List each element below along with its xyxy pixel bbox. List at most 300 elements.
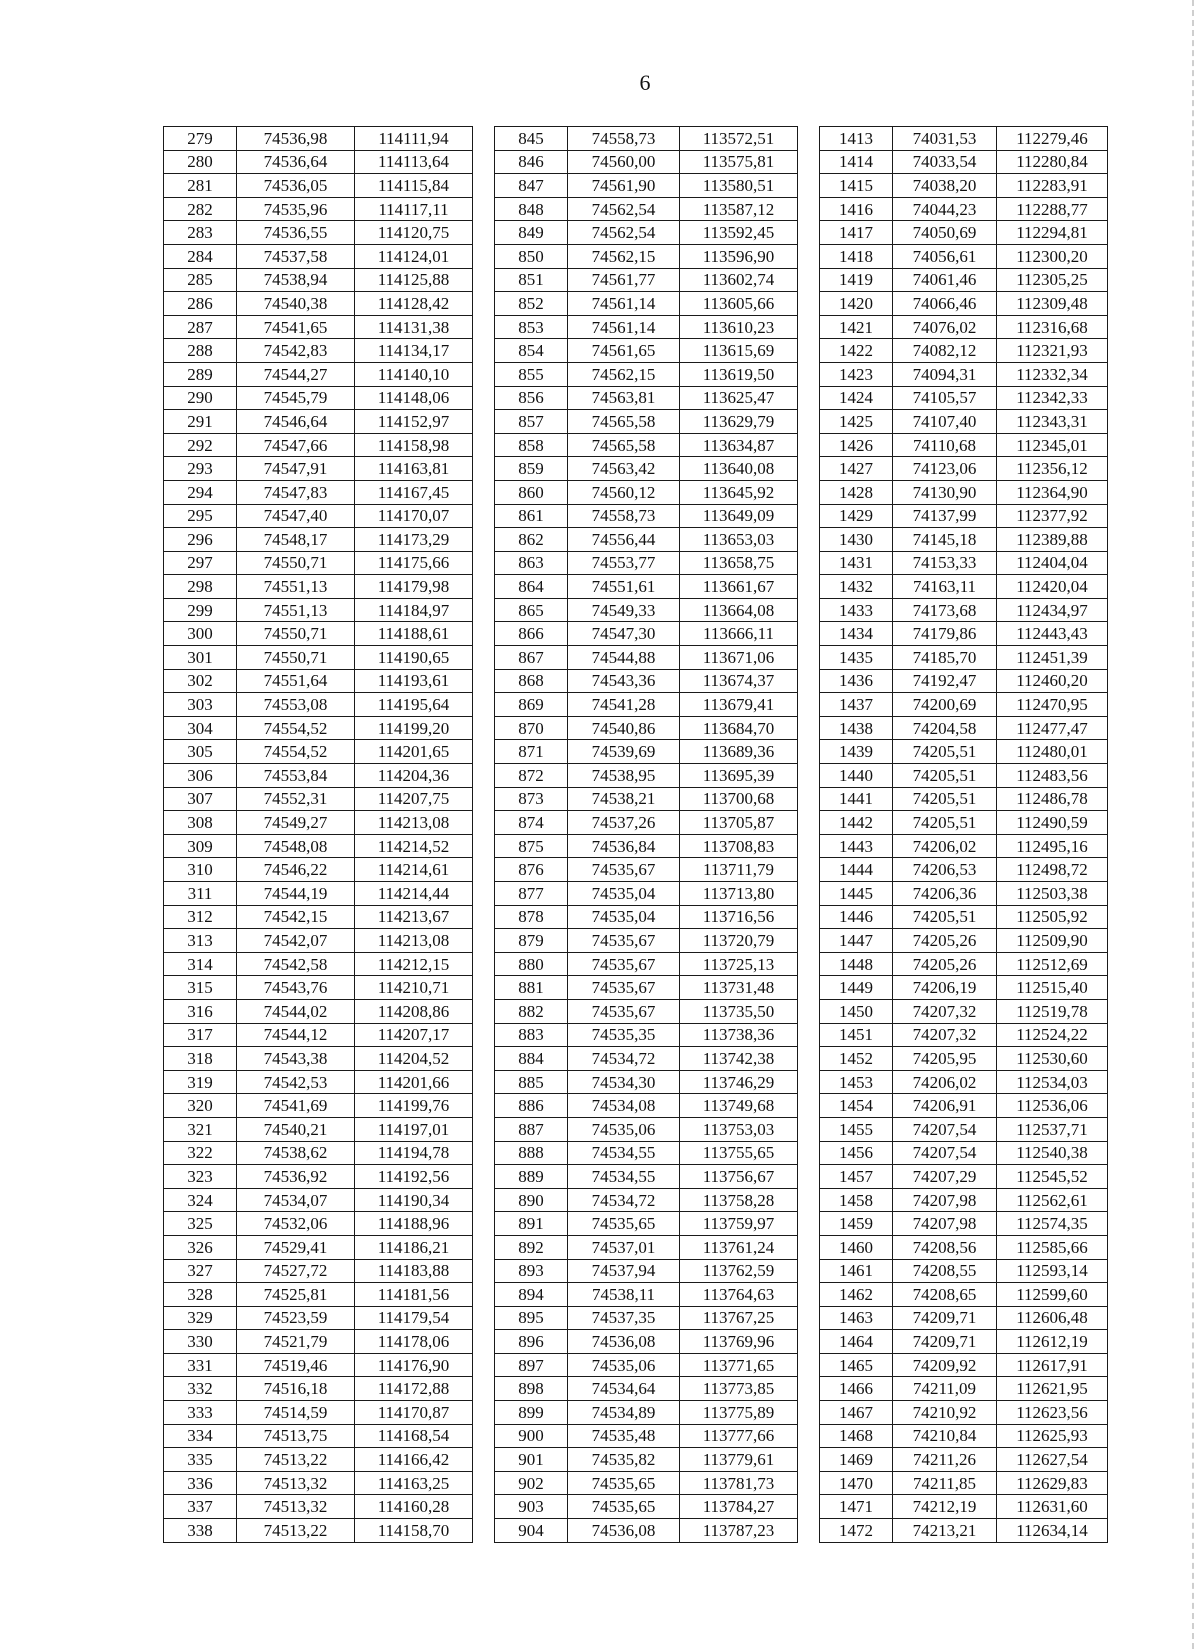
y-coordinate-cell: 113746,29 — [680, 1070, 798, 1094]
point-number-cell: 899 — [495, 1401, 568, 1425]
table-row — [164, 740, 1108, 764]
point-number-cell: 891 — [495, 1212, 568, 1236]
y-coordinate-cell: 112343,31 — [997, 410, 1108, 434]
x-coordinate-cell: 74536,08 — [568, 1519, 680, 1543]
y-coordinate-cell: 112540,38 — [997, 1141, 1108, 1165]
column-gap — [473, 127, 495, 151]
y-coordinate-cell: 114181,56 — [355, 1283, 473, 1307]
x-coordinate-cell: 74547,66 — [237, 433, 355, 457]
x-coordinate-cell: 74050,69 — [893, 221, 997, 245]
x-coordinate-cell: 74535,82 — [568, 1448, 680, 1472]
x-coordinate-cell: 74525,81 — [237, 1283, 355, 1307]
y-coordinate-cell: 114192,56 — [355, 1165, 473, 1189]
point-number-cell: 295 — [164, 504, 237, 528]
point-number-cell: 860 — [495, 480, 568, 504]
y-coordinate-cell: 114173,29 — [355, 528, 473, 552]
table-row — [164, 622, 1108, 646]
x-coordinate-cell: 74535,35 — [568, 1023, 680, 1047]
y-coordinate-cell: 113640,08 — [680, 457, 798, 481]
column-gap — [473, 716, 495, 740]
x-coordinate-cell: 74031,53 — [893, 127, 997, 151]
x-coordinate-cell: 74546,22 — [237, 858, 355, 882]
column-gap — [473, 646, 495, 670]
x-coordinate-cell: 74554,52 — [237, 740, 355, 764]
y-coordinate-cell: 114199,20 — [355, 716, 473, 740]
y-coordinate-cell: 113592,45 — [680, 221, 798, 245]
column-gap — [473, 1188, 495, 1212]
table-row — [164, 1519, 1108, 1543]
y-coordinate-cell: 114188,61 — [355, 622, 473, 646]
y-coordinate-cell: 113753,03 — [680, 1117, 798, 1141]
column-gap — [798, 197, 820, 221]
column-gap — [798, 1330, 820, 1354]
y-coordinate-cell: 112537,71 — [997, 1117, 1108, 1141]
column-gap — [473, 1401, 495, 1425]
y-coordinate-cell: 113572,51 — [680, 127, 798, 151]
y-coordinate-cell: 114128,42 — [355, 292, 473, 316]
point-number-cell: 880 — [495, 952, 568, 976]
point-number-cell: 881 — [495, 976, 568, 1000]
point-number-cell: 337 — [164, 1495, 237, 1519]
point-number-cell: 870 — [495, 716, 568, 740]
x-coordinate-cell: 74535,67 — [568, 858, 680, 882]
y-coordinate-cell: 113713,80 — [680, 882, 798, 906]
column-gap — [473, 1471, 495, 1495]
point-number-cell: 854 — [495, 339, 568, 363]
column-gap — [798, 268, 820, 292]
y-coordinate-cell: 113764,63 — [680, 1283, 798, 1307]
y-coordinate-cell: 113679,41 — [680, 693, 798, 717]
point-number-cell: 332 — [164, 1377, 237, 1401]
x-coordinate-cell: 74163,11 — [893, 575, 997, 599]
point-number-cell: 293 — [164, 457, 237, 481]
x-coordinate-cell: 74553,08 — [237, 693, 355, 717]
x-coordinate-cell: 74536,55 — [237, 221, 355, 245]
point-number-cell: 865 — [495, 598, 568, 622]
x-coordinate-cell: 74110,68 — [893, 433, 997, 457]
column-gap — [798, 905, 820, 929]
x-coordinate-cell: 74543,36 — [568, 669, 680, 693]
x-coordinate-cell: 74547,40 — [237, 504, 355, 528]
point-number-cell: 1441 — [820, 787, 893, 811]
y-coordinate-cell: 114183,88 — [355, 1259, 473, 1283]
x-coordinate-cell: 74205,95 — [893, 1047, 997, 1071]
point-number-cell: 900 — [495, 1424, 568, 1448]
x-coordinate-cell: 74544,19 — [237, 882, 355, 906]
x-coordinate-cell: 74208,56 — [893, 1235, 997, 1259]
point-number-cell: 305 — [164, 740, 237, 764]
x-coordinate-cell: 74541,65 — [237, 315, 355, 339]
y-coordinate-cell: 112534,03 — [997, 1070, 1108, 1094]
y-coordinate-cell: 113708,83 — [680, 834, 798, 858]
x-coordinate-cell: 74206,91 — [893, 1094, 997, 1118]
column-gap — [473, 740, 495, 764]
table-row — [164, 480, 1108, 504]
x-coordinate-cell: 74516,18 — [237, 1377, 355, 1401]
y-coordinate-cell: 113777,66 — [680, 1424, 798, 1448]
y-coordinate-cell: 112631,60 — [997, 1495, 1108, 1519]
table-row — [164, 1330, 1108, 1354]
column-gap — [473, 1495, 495, 1519]
x-coordinate-cell: 74210,92 — [893, 1401, 997, 1425]
table-row — [164, 292, 1108, 316]
point-number-cell: 318 — [164, 1047, 237, 1071]
point-number-cell: 846 — [495, 150, 568, 174]
x-coordinate-cell: 74066,46 — [893, 292, 997, 316]
x-coordinate-cell: 74207,98 — [893, 1188, 997, 1212]
point-number-cell: 313 — [164, 929, 237, 953]
column-gap — [798, 1212, 820, 1236]
x-coordinate-cell: 74205,26 — [893, 952, 997, 976]
table-row — [164, 410, 1108, 434]
y-coordinate-cell: 112356,12 — [997, 457, 1108, 481]
x-coordinate-cell: 74513,75 — [237, 1424, 355, 1448]
table-row — [164, 197, 1108, 221]
table-row — [164, 1401, 1108, 1425]
column-gap — [798, 1070, 820, 1094]
x-coordinate-cell: 74206,53 — [893, 858, 997, 882]
column-gap — [798, 882, 820, 906]
x-coordinate-cell: 74556,44 — [568, 528, 680, 552]
x-coordinate-cell: 74179,86 — [893, 622, 997, 646]
y-coordinate-cell: 112345,01 — [997, 433, 1108, 457]
column-gap — [798, 433, 820, 457]
y-coordinate-cell: 114178,06 — [355, 1330, 473, 1354]
x-coordinate-cell: 74513,32 — [237, 1495, 355, 1519]
y-coordinate-cell: 114188,96 — [355, 1212, 473, 1236]
x-coordinate-cell: 74523,59 — [237, 1306, 355, 1330]
x-coordinate-cell: 74209,92 — [893, 1353, 997, 1377]
point-number-cell: 333 — [164, 1401, 237, 1425]
y-coordinate-cell: 113762,59 — [680, 1259, 798, 1283]
y-coordinate-cell: 112585,66 — [997, 1235, 1108, 1259]
y-coordinate-cell: 114148,06 — [355, 386, 473, 410]
x-coordinate-cell: 74560,00 — [568, 150, 680, 174]
y-coordinate-cell: 114166,42 — [355, 1448, 473, 1472]
x-coordinate-cell: 74549,33 — [568, 598, 680, 622]
y-coordinate-cell: 113645,92 — [680, 480, 798, 504]
scan-edge — [1192, 0, 1200, 1649]
x-coordinate-cell: 74061,46 — [893, 268, 997, 292]
y-coordinate-cell: 112321,93 — [997, 339, 1108, 363]
y-coordinate-cell: 114140,10 — [355, 362, 473, 386]
y-coordinate-cell: 113771,65 — [680, 1353, 798, 1377]
y-coordinate-cell: 112509,90 — [997, 929, 1108, 953]
point-number-cell: 1468 — [820, 1424, 893, 1448]
x-coordinate-cell: 74205,51 — [893, 787, 997, 811]
y-coordinate-cell: 112498,72 — [997, 858, 1108, 882]
x-coordinate-cell: 74537,58 — [237, 244, 355, 268]
column-gap — [473, 598, 495, 622]
x-coordinate-cell: 74200,69 — [893, 693, 997, 717]
point-number-cell: 294 — [164, 480, 237, 504]
column-gap — [473, 764, 495, 788]
y-coordinate-cell: 113716,56 — [680, 905, 798, 929]
point-number-cell: 338 — [164, 1519, 237, 1543]
column-gap — [473, 811, 495, 835]
point-number-cell: 314 — [164, 952, 237, 976]
x-coordinate-cell: 74543,38 — [237, 1047, 355, 1071]
y-coordinate-cell: 113758,28 — [680, 1188, 798, 1212]
y-coordinate-cell: 114179,54 — [355, 1306, 473, 1330]
y-coordinate-cell: 114170,87 — [355, 1401, 473, 1425]
x-coordinate-cell: 74562,54 — [568, 197, 680, 221]
point-number-cell: 319 — [164, 1070, 237, 1094]
point-number-cell: 1454 — [820, 1094, 893, 1118]
point-number-cell: 335 — [164, 1448, 237, 1472]
table-row — [164, 764, 1108, 788]
point-number-cell: 330 — [164, 1330, 237, 1354]
point-number-cell: 896 — [495, 1330, 568, 1354]
x-coordinate-cell: 74537,26 — [568, 811, 680, 835]
column-gap — [473, 905, 495, 929]
x-coordinate-cell: 74206,36 — [893, 882, 997, 906]
table-row — [164, 858, 1108, 882]
y-coordinate-cell: 113755,65 — [680, 1141, 798, 1165]
point-number-cell: 1455 — [820, 1117, 893, 1141]
table-row — [164, 669, 1108, 693]
x-coordinate-cell: 74544,27 — [237, 362, 355, 386]
y-coordinate-cell: 113781,73 — [680, 1471, 798, 1495]
point-number-cell: 1472 — [820, 1519, 893, 1543]
x-coordinate-cell: 74538,21 — [568, 787, 680, 811]
column-gap — [798, 1401, 820, 1425]
column-gap — [798, 999, 820, 1023]
x-coordinate-cell: 74563,42 — [568, 457, 680, 481]
column-gap — [798, 362, 820, 386]
point-number-cell: 886 — [495, 1094, 568, 1118]
y-coordinate-cell: 112434,97 — [997, 598, 1108, 622]
column-gap — [473, 292, 495, 316]
point-number-cell: 323 — [164, 1165, 237, 1189]
column-gap — [798, 764, 820, 788]
column-gap — [798, 1023, 820, 1047]
x-coordinate-cell: 74535,04 — [568, 905, 680, 929]
x-coordinate-cell: 74551,13 — [237, 598, 355, 622]
column-gap — [798, 386, 820, 410]
point-number-cell: 311 — [164, 882, 237, 906]
y-coordinate-cell: 114179,98 — [355, 575, 473, 599]
point-number-cell: 852 — [495, 292, 568, 316]
column-gap — [798, 127, 820, 151]
point-number-cell: 284 — [164, 244, 237, 268]
y-coordinate-cell: 113634,87 — [680, 433, 798, 457]
point-number-cell: 853 — [495, 315, 568, 339]
column-gap — [473, 551, 495, 575]
column-gap — [473, 1330, 495, 1354]
x-coordinate-cell: 74544,12 — [237, 1023, 355, 1047]
y-coordinate-cell: 114117,11 — [355, 197, 473, 221]
x-coordinate-cell: 74205,51 — [893, 740, 997, 764]
point-number-cell: 1424 — [820, 386, 893, 410]
y-coordinate-cell: 113725,13 — [680, 952, 798, 976]
y-coordinate-cell: 112574,35 — [997, 1212, 1108, 1236]
y-coordinate-cell: 112316,68 — [997, 315, 1108, 339]
y-coordinate-cell: 112486,78 — [997, 787, 1108, 811]
x-coordinate-cell: 74551,64 — [237, 669, 355, 693]
y-coordinate-cell: 112283,91 — [997, 174, 1108, 198]
x-coordinate-cell: 74537,35 — [568, 1306, 680, 1330]
point-number-cell: 882 — [495, 999, 568, 1023]
point-number-cell: 280 — [164, 150, 237, 174]
y-coordinate-cell: 114201,65 — [355, 740, 473, 764]
x-coordinate-cell: 74563,81 — [568, 386, 680, 410]
y-coordinate-cell: 114204,52 — [355, 1047, 473, 1071]
column-gap — [473, 882, 495, 906]
x-coordinate-cell: 74536,08 — [568, 1330, 680, 1354]
table-row — [164, 244, 1108, 268]
x-coordinate-cell: 74553,84 — [237, 764, 355, 788]
point-number-cell: 1449 — [820, 976, 893, 1000]
y-coordinate-cell: 113671,06 — [680, 646, 798, 670]
column-gap — [473, 433, 495, 457]
y-coordinate-cell: 113674,37 — [680, 669, 798, 693]
point-number-cell: 1414 — [820, 150, 893, 174]
x-coordinate-cell: 74535,67 — [568, 976, 680, 1000]
y-coordinate-cell: 114124,01 — [355, 244, 473, 268]
point-number-cell: 310 — [164, 858, 237, 882]
y-coordinate-cell: 113615,69 — [680, 339, 798, 363]
y-coordinate-cell: 113705,87 — [680, 811, 798, 835]
point-number-cell: 861 — [495, 504, 568, 528]
column-gap — [473, 244, 495, 268]
column-gap — [798, 646, 820, 670]
table-row — [164, 268, 1108, 292]
y-coordinate-cell: 113580,51 — [680, 174, 798, 198]
x-coordinate-cell: 74562,15 — [568, 362, 680, 386]
x-coordinate-cell: 74547,91 — [237, 457, 355, 481]
x-coordinate-cell: 74076,02 — [893, 315, 997, 339]
point-number-cell: 292 — [164, 433, 237, 457]
point-number-cell: 878 — [495, 905, 568, 929]
point-number-cell: 894 — [495, 1283, 568, 1307]
y-coordinate-cell: 113664,08 — [680, 598, 798, 622]
point-number-cell: 1413 — [820, 127, 893, 151]
column-gap — [798, 858, 820, 882]
x-coordinate-cell: 74544,02 — [237, 999, 355, 1023]
x-coordinate-cell: 74094,31 — [893, 362, 997, 386]
point-number-cell: 1423 — [820, 362, 893, 386]
y-coordinate-cell: 114214,61 — [355, 858, 473, 882]
x-coordinate-cell: 74561,14 — [568, 315, 680, 339]
column-gap — [798, 1353, 820, 1377]
table-row — [164, 834, 1108, 858]
y-coordinate-cell: 113738,36 — [680, 1023, 798, 1047]
x-coordinate-cell: 74558,73 — [568, 504, 680, 528]
point-number-cell: 884 — [495, 1047, 568, 1071]
y-coordinate-cell: 114207,75 — [355, 787, 473, 811]
column-gap — [473, 858, 495, 882]
point-number-cell: 893 — [495, 1259, 568, 1283]
x-coordinate-cell: 74538,94 — [237, 268, 355, 292]
point-number-cell: 879 — [495, 929, 568, 953]
point-number-cell: 302 — [164, 669, 237, 693]
column-gap — [473, 386, 495, 410]
column-gap — [473, 480, 495, 504]
point-number-cell: 1451 — [820, 1023, 893, 1047]
y-coordinate-cell: 112599,60 — [997, 1283, 1108, 1307]
point-number-cell: 862 — [495, 528, 568, 552]
point-number-cell: 1466 — [820, 1377, 893, 1401]
column-gap — [798, 575, 820, 599]
column-gap — [798, 1047, 820, 1071]
point-number-cell: 317 — [164, 1023, 237, 1047]
point-number-cell: 898 — [495, 1377, 568, 1401]
point-number-cell: 1430 — [820, 528, 893, 552]
point-number-cell: 1467 — [820, 1401, 893, 1425]
point-number-cell: 903 — [495, 1495, 568, 1519]
x-coordinate-cell: 74534,64 — [568, 1377, 680, 1401]
point-number-cell: 329 — [164, 1306, 237, 1330]
y-coordinate-cell: 114186,21 — [355, 1235, 473, 1259]
point-number-cell: 859 — [495, 457, 568, 481]
table-row — [164, 221, 1108, 245]
point-number-cell: 1425 — [820, 410, 893, 434]
x-coordinate-cell: 74033,54 — [893, 150, 997, 174]
x-coordinate-cell: 74540,86 — [568, 716, 680, 740]
y-coordinate-cell: 113653,03 — [680, 528, 798, 552]
x-coordinate-cell: 74207,32 — [893, 1023, 997, 1047]
point-number-cell: 301 — [164, 646, 237, 670]
x-coordinate-cell: 74038,20 — [893, 174, 997, 198]
column-gap — [473, 339, 495, 363]
column-gap — [473, 834, 495, 858]
point-number-cell: 1448 — [820, 952, 893, 976]
point-number-cell: 883 — [495, 1023, 568, 1047]
column-gap — [473, 1353, 495, 1377]
point-number-cell: 848 — [495, 197, 568, 221]
table-row — [164, 575, 1108, 599]
point-number-cell: 867 — [495, 646, 568, 670]
column-gap — [473, 1259, 495, 1283]
y-coordinate-cell: 114152,97 — [355, 410, 473, 434]
column-gap — [473, 1212, 495, 1236]
column-gap — [798, 292, 820, 316]
column-gap — [798, 811, 820, 835]
y-coordinate-cell: 113649,09 — [680, 504, 798, 528]
column-gap — [798, 1519, 820, 1543]
y-coordinate-cell: 112623,56 — [997, 1401, 1108, 1425]
column-gap — [473, 1023, 495, 1047]
x-coordinate-cell: 74212,19 — [893, 1495, 997, 1519]
point-number-cell: 304 — [164, 716, 237, 740]
y-coordinate-cell: 114208,86 — [355, 999, 473, 1023]
column-gap — [473, 787, 495, 811]
column-gap — [798, 1259, 820, 1283]
x-coordinate-cell: 74208,55 — [893, 1259, 997, 1283]
point-number-cell: 1435 — [820, 646, 893, 670]
y-coordinate-cell: 114176,90 — [355, 1353, 473, 1377]
y-coordinate-cell: 113756,67 — [680, 1165, 798, 1189]
point-number-cell: 1469 — [820, 1448, 893, 1472]
x-coordinate-cell: 74548,08 — [237, 834, 355, 858]
y-coordinate-cell: 113742,38 — [680, 1047, 798, 1071]
table-row — [164, 457, 1108, 481]
x-coordinate-cell: 74209,71 — [893, 1306, 997, 1330]
y-coordinate-cell: 114158,70 — [355, 1519, 473, 1543]
y-coordinate-cell: 113661,67 — [680, 575, 798, 599]
x-coordinate-cell: 74542,83 — [237, 339, 355, 363]
x-coordinate-cell: 74107,40 — [893, 410, 997, 434]
column-gap — [798, 315, 820, 339]
point-number-cell: 287 — [164, 315, 237, 339]
column-gap — [473, 197, 495, 221]
y-coordinate-cell: 112629,83 — [997, 1471, 1108, 1495]
x-coordinate-cell: 74535,96 — [237, 197, 355, 221]
table-row — [164, 433, 1108, 457]
y-coordinate-cell: 114194,78 — [355, 1141, 473, 1165]
x-coordinate-cell: 74535,67 — [568, 999, 680, 1023]
